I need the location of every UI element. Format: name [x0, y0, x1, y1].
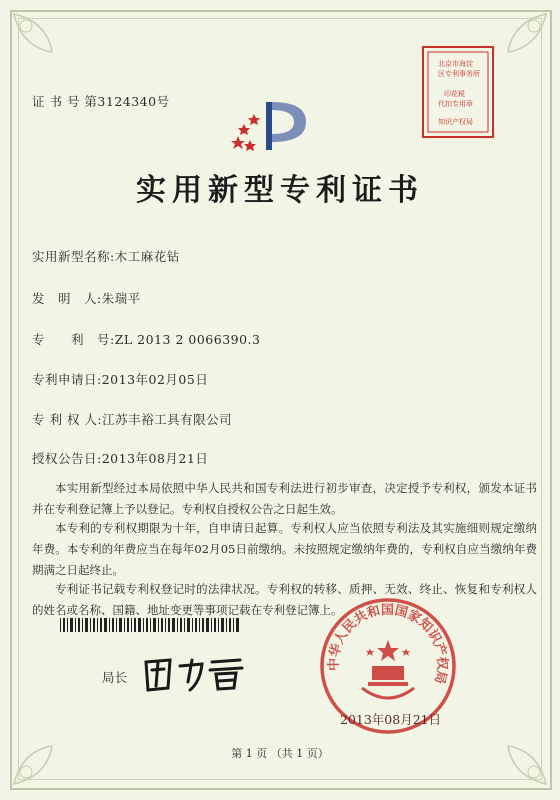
- field-label: 专 利 号:: [32, 332, 115, 347]
- svg-text:北京市海淀: 北京市海淀: [438, 60, 473, 68]
- certificate-title: 实用新型专利证书: [136, 173, 424, 208]
- field-label: 实用新型名称:: [32, 249, 115, 264]
- field-value: 朱瑞平: [101, 291, 141, 306]
- field-value: 江苏丰裕工具有限公司: [102, 412, 233, 427]
- field-inventor: [32, 289, 141, 307]
- paragraph-term: 本专利的专利权期限为十年，自申请日起算。专利权人应当依照专利法及其实施细则规定缴纳年费。本专利的年费应当在每年02月05日前缴纳。未按照规定缴纳年费的，专利权自应当缴纳年费期满之日起终止。: [32, 520, 537, 577]
- field-label: 发 明 人:: [32, 291, 102, 306]
- corner-ornament-top-left: [12, 12, 82, 82]
- tax-stamp: [420, 44, 496, 140]
- svg-text:印花税: 印花税: [444, 90, 465, 98]
- svg-text:代扣专用章: 代扣专用章: [438, 100, 473, 108]
- director-label: 局长: [102, 670, 128, 685]
- field-value: 2013年02月05日: [101, 372, 209, 387]
- patent-office-logo: [228, 88, 318, 158]
- barcode: [60, 618, 240, 632]
- page-footer: 第 1 页 （共 1 页）: [231, 747, 329, 760]
- field-grant-date: [32, 449, 208, 467]
- field-value: ZL 2013 2 0066390.3: [114, 332, 261, 347]
- paragraph-grant: 本实用新型经过本局依照中华人民共和国专利法进行初步审查，决定授予专利权，颁发本证书并在专利登记簿上予以登记。专利权自授权公告之日起生效。: [32, 480, 537, 516]
- director-signature: [140, 652, 250, 696]
- field-value: 2013年08月21日: [101, 451, 209, 466]
- field-utility-model-name: [32, 247, 180, 265]
- field-label: 专利申请日:: [32, 372, 102, 387]
- svg-text:中华人民共和国国家知识产权局: 中华人民共和国国家知识产权局: [326, 602, 450, 686]
- field-label: 专 利 权 人:: [32, 412, 103, 427]
- field-patent-number: [32, 330, 261, 348]
- field-application-date: [32, 370, 208, 388]
- svg-text:区专利事务所: 区专利事务所: [438, 70, 480, 78]
- field-label: 授权公告日:: [32, 451, 102, 466]
- paragraph-legal-status: 专利证书记载专利权登记时的法律状况。专利权的转移、质押、无效、终止、恢复和专利权人的姓名或名称、国籍、地址变更等事项记载在专利登记簿上。: [32, 581, 537, 617]
- seal-date: 2013年08月21日: [340, 712, 442, 727]
- svg-text:知识产权局: 知识产权局: [438, 118, 473, 126]
- field-patentee: [32, 410, 232, 428]
- certificate-number: 证 书 号 第3124340号: [32, 94, 170, 109]
- field-value: 木工麻花钻: [114, 249, 180, 264]
